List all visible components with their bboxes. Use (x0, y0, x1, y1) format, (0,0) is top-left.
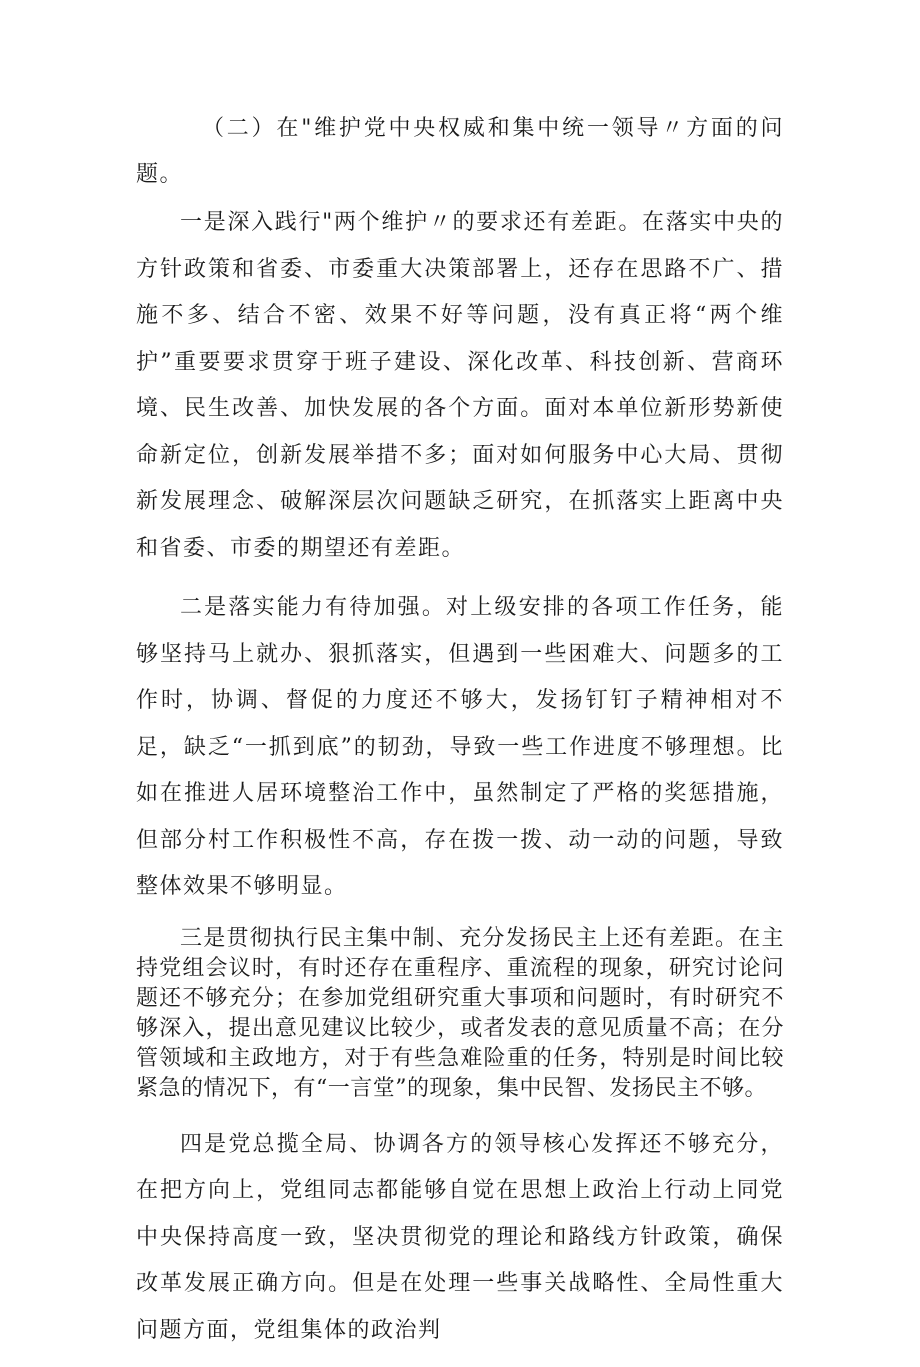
paragraph-3: 三是贯彻执行民主集中制、充分发扬民主上还有差距。在主持党组会议时，有时还存在重程序、重流程的现象，研究讨论问题还不够充分；在参加党组研究重大事项和问题时，有时研究不够深入，提出意见建议比较少，或者发表的意见质量不高；在分管领域和主政地方，对于有些急难险重的任务，特别是时间比较紧急的情况下，有“一言堂”的现象，集中民智、发扬民主不够。 (136, 925, 784, 1101)
document-body (136, 106, 784, 1367)
section-heading: （二）在"维护党中央权威和集中统一领导〃方面的问题。 (136, 116, 784, 187)
paragraph-4: 四是党总揽全局、协调各方的领导核心发挥还不够充分，在把方向上，党组同志都能够自觉在思想上政治上行动上同党中央保持高度一致，坚决贯彻党的理论和路线方针政策，确保改革发展正确方向。但是在处理一些事关战略性、全局性重大问题方面，党组集体的政治判 (136, 1131, 784, 1343)
paragraph-1: 一是深入践行"两个维护〃的要求还有差距。在落实中央的方针政策和省委、市委重大决策部署上，还存在思路不广、措施不多、结合不密、效果不好等问题，没有真正将“两个维护”重要要求贯穿于班子建设、深化改革、科技创新、营商环境、民生改善、加快发展的各个方面。面对本单位新形势新使命新定位，创新发展举措不多；面对如何服务中心大局、贯彻新发展理念、破解深层次问题缺乏研究，在抓落实上距离中央和省委、市委的期望还有差距。 (136, 210, 784, 561)
paragraph-2: 二是落实能力有待加强。对上级安排的各项工作任务，能够坚持马上就办、狠抓落实，但遇到一些困难大、问题多的工作时，协调、督促的力度还不够大，发扬钉钉子精神相对不足，缺乏“一抓到底”的韧劲，导致一些工作进度不够理想。比如在推进人居环境整治工作中，虽然制定了严格的奖惩措施，但部分村工作积极性不高，存在拨一拨、动一动的问题，导致整体效果不够明显。 (136, 595, 784, 899)
